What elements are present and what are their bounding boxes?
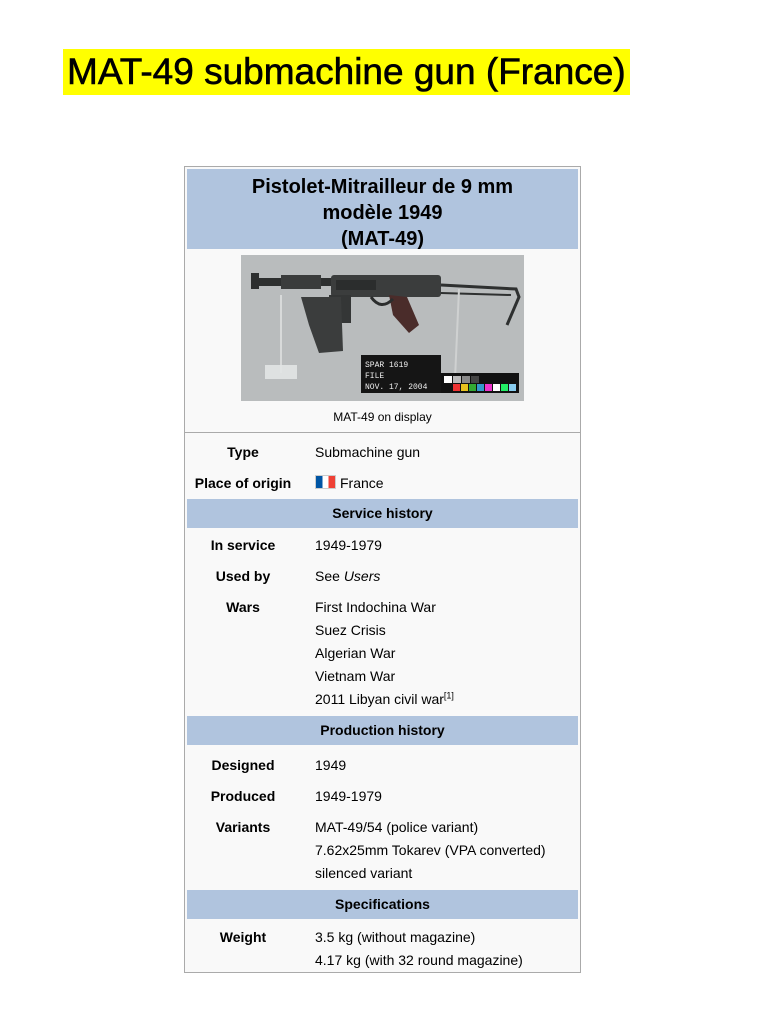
war-link[interactable]: 2011 Libyan civil war bbox=[315, 691, 444, 707]
infobox bbox=[184, 166, 581, 973]
used-by-prefix: See bbox=[315, 568, 340, 584]
france-link[interactable]: France bbox=[340, 475, 384, 491]
value-wars bbox=[299, 596, 578, 711]
row-weight bbox=[187, 926, 578, 972]
row-wars bbox=[187, 596, 578, 711]
photo-caption: MAT-49 on display bbox=[333, 410, 432, 424]
label-variants: Variants bbox=[215, 819, 271, 835]
photo-tag-line-1: SPAR 1619 bbox=[365, 361, 409, 370]
label-used-by: Used by bbox=[215, 568, 271, 584]
war-link[interactable]: First Indochina War bbox=[315, 599, 436, 615]
photo-tag-line-3: NOV. 17, 2004 bbox=[365, 383, 428, 392]
weight-item: 4.17 kg (with 32 round magazine) bbox=[315, 952, 523, 968]
label-place-of-origin: Place of origin bbox=[194, 475, 292, 491]
france-flag-icon bbox=[315, 475, 336, 489]
war-link-with-ref bbox=[315, 688, 578, 711]
header-line-3: (MAT-49) bbox=[341, 228, 424, 250]
section-specifications: Specifications bbox=[187, 890, 578, 919]
header-line-2: modèle 1949 bbox=[322, 202, 443, 224]
row-in-service bbox=[187, 534, 578, 557]
weapon-photo-drawing bbox=[241, 255, 524, 401]
row-type bbox=[187, 441, 578, 464]
label-wars: Wars bbox=[226, 599, 260, 615]
war-link[interactable]: Algerian War bbox=[315, 645, 396, 661]
variant-item: MAT-49/54 (police variant) bbox=[315, 819, 479, 835]
label-type: Type bbox=[227, 444, 259, 460]
value-produced: 1949-1979 bbox=[315, 788, 382, 804]
row-designed bbox=[187, 754, 578, 777]
type-link[interactable]: Submachine gun bbox=[315, 444, 421, 460]
value-designed: 1949 bbox=[315, 757, 347, 773]
infobox-header bbox=[187, 169, 578, 249]
value-type bbox=[299, 441, 578, 464]
header-line-1: Pistolet-Mitrailleur de 9 mm bbox=[251, 176, 514, 198]
section-service-history: Service history bbox=[187, 499, 578, 528]
weight-item: 3.5 kg (without magazine) bbox=[315, 929, 476, 945]
value-weight bbox=[299, 926, 578, 972]
value-in-service: 1949-1979 bbox=[315, 537, 382, 553]
page-title: MAT-49 submachine gun (France) bbox=[63, 49, 630, 95]
war-link[interactable]: Suez Crisis bbox=[315, 622, 386, 638]
label-designed: Designed bbox=[211, 757, 275, 773]
variant-item: 7.62x25mm Tokarev (VPA converted) bbox=[315, 842, 546, 858]
row-used-by bbox=[187, 565, 578, 588]
users-link[interactable]: Users bbox=[343, 568, 381, 584]
value-used-by bbox=[299, 565, 578, 588]
row-variants bbox=[187, 816, 578, 885]
value-place-of-origin bbox=[299, 472, 578, 495]
weapon-photo[interactable] bbox=[241, 255, 524, 401]
section-production-history: Production history bbox=[187, 716, 578, 745]
war-link[interactable]: Vietnam War bbox=[315, 668, 396, 684]
label-in-service: In service bbox=[210, 537, 276, 553]
reference-link[interactable]: [1] bbox=[443, 690, 454, 701]
label-weight: Weight bbox=[219, 929, 267, 945]
photo-tag-line-2: FILE bbox=[365, 372, 385, 381]
value-variants bbox=[299, 816, 578, 885]
label-produced: Produced bbox=[210, 788, 276, 804]
row-produced bbox=[187, 785, 578, 808]
variant-item: silenced variant bbox=[315, 865, 413, 881]
row-place-of-origin bbox=[187, 472, 578, 495]
